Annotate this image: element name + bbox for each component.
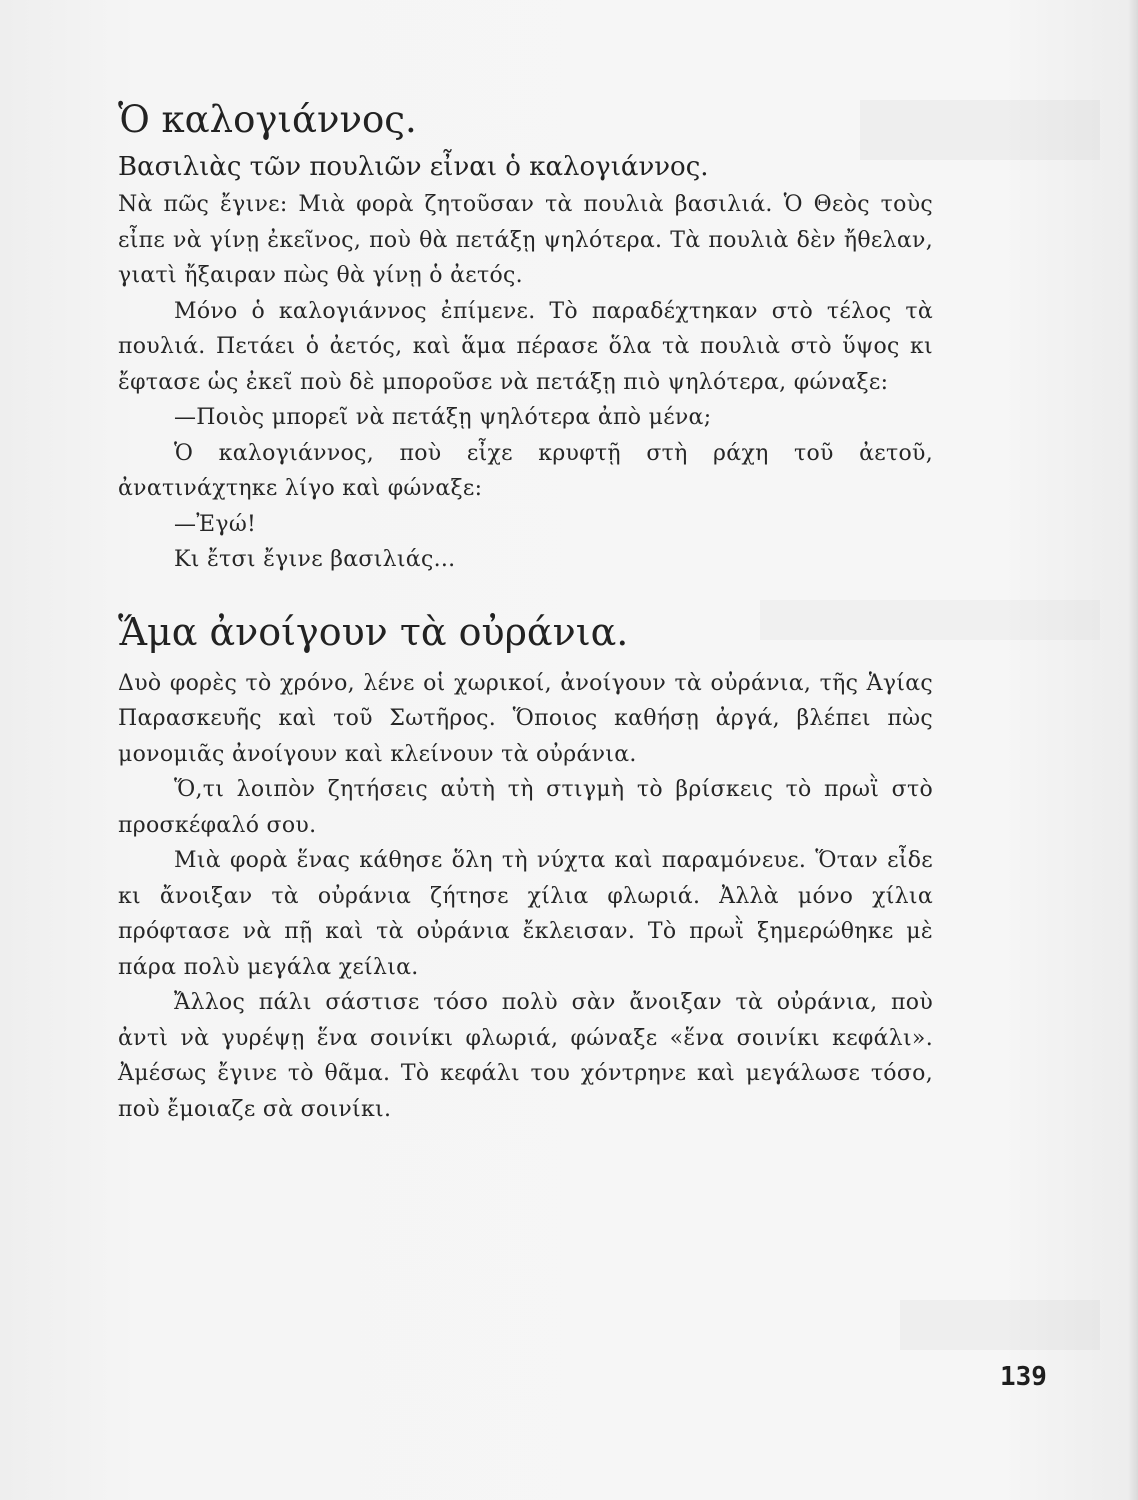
- page-content: [118, 95, 933, 1127]
- paragraph: Κι ἔτσι ἔγινε βασιλιάς...: [174, 547, 456, 572]
- paragraph: Ὁ καλογιάννος, ποὺ εἶχε κρυφτῇ στὴ ράχη τοῦ ἀετοῦ, ἀνατινάχτηκε λίγο καὶ φώναξε:: [118, 440, 933, 501]
- section-title: Ἅμα ἀνοίγουν τὰ οὐράνια.: [118, 609, 629, 654]
- page-number: 139: [1000, 1362, 1047, 1392]
- paragraph: Νὰ πῶς ἔγινε: Μιὰ φορὰ ζητοῦσαν τὰ πουλιὰ βασιλιά. Ὁ Θεὸς τοὺς εἶπε νὰ γίνῃ ἐκεῖνος, ποὺ θὰ πετάξῃ ψηλότερα. Τὰ πουλιὰ δὲν ἤθελαν, γιατὶ ἤξαιραν πὼς θὰ γίνῃ ὁ ἀετός.: [118, 192, 933, 288]
- section-kalogiannos: [118, 95, 933, 578]
- paragraph: Ἄλλος πάλι σάστισε τόσο πολὺ σὰν ἄνοιξαν τὰ οὐράνια, ποὺ ἀντὶ νὰ γυρέψῃ ἕνα σοινίκι φλωριά, φώναξε «ἕνα σοινίκι κεφάλι». Ἀμέσως ἔγινε τὸ θᾶμα. Τὸ κεφάλι του χόντρηνε καὶ μεγάλωσε τόσο, ποὺ ἔμοιαζε σὰ σοινίκι.: [118, 990, 933, 1122]
- paragraph: Μόνο ὁ καλογιάννος ἐπίμενε. Τὸ παραδέχτηκαν στὸ τέλος τὰ πουλιά. Πετάει ὁ ἀετός, καὶ ἅμα πέρασε ὅλα τὰ πουλιὰ στὸ ὕψος κι ἔφτασε ὡς ἐκεῖ ποὺ δὲ μποροῦσε νὰ πετάξῃ πιὸ ψηλότερα, φώναξε:: [118, 298, 933, 395]
- paragraph: —Ποιὸς μπορεῖ νὰ πετάξῃ ψηλότερα ἀπὸ μένα;: [174, 405, 712, 430]
- section-ourania: [118, 604, 933, 1128]
- paragraph: —Ἐγώ!: [174, 511, 257, 537]
- paragraph: Μιὰ φορὰ ἕνας κάθησε ὅλη τὴ νύχτα καὶ παραμόνευε. Ὅταν εἶδε κι ἄνοιξαν τὰ οὐράνια ζήτησε χίλια φλωριά. Ἀλλὰ μόνο χίλια πρόφτασε νὰ πῇ καὶ τὰ οὐράνια ἔκλεισαν. Τὸ πρωῒ ξημερώθηκε μὲ πάρα πολὺ μεγάλα χείλια.: [118, 848, 933, 980]
- section-title: Ὁ καλογιάννος.: [118, 98, 417, 141]
- paragraph: Δυὸ φορὲς τὸ χρόνο, λένε οἱ χωρικοί, ἀνοίγουν τὰ οὐράνια, τῆς Ἁγίας Παρασκευῆς καὶ τοῦ Σωτῆρος. Ὅποιος καθήσῃ ἀργά, βλέπει πὼς μονομιᾶς ἀνοίγουν καὶ κλείνουν τὰ οὐράνια.: [118, 670, 933, 767]
- bleed-through-shadow: [900, 1300, 1100, 1350]
- page-edge-shadow: [1128, 0, 1138, 1500]
- section-subtitle: Βασιλιὰς τῶν πουλιῶν εἶναι ὁ καλογιάννος.: [118, 152, 709, 182]
- paragraph: Ὅ,τι λοιπὸν ζητήσεις αὐτὴ τὴ στιγμὴ τὸ βρίσκεις τὸ πρωῒ στὸ προσκέφαλό σου.: [118, 777, 933, 838]
